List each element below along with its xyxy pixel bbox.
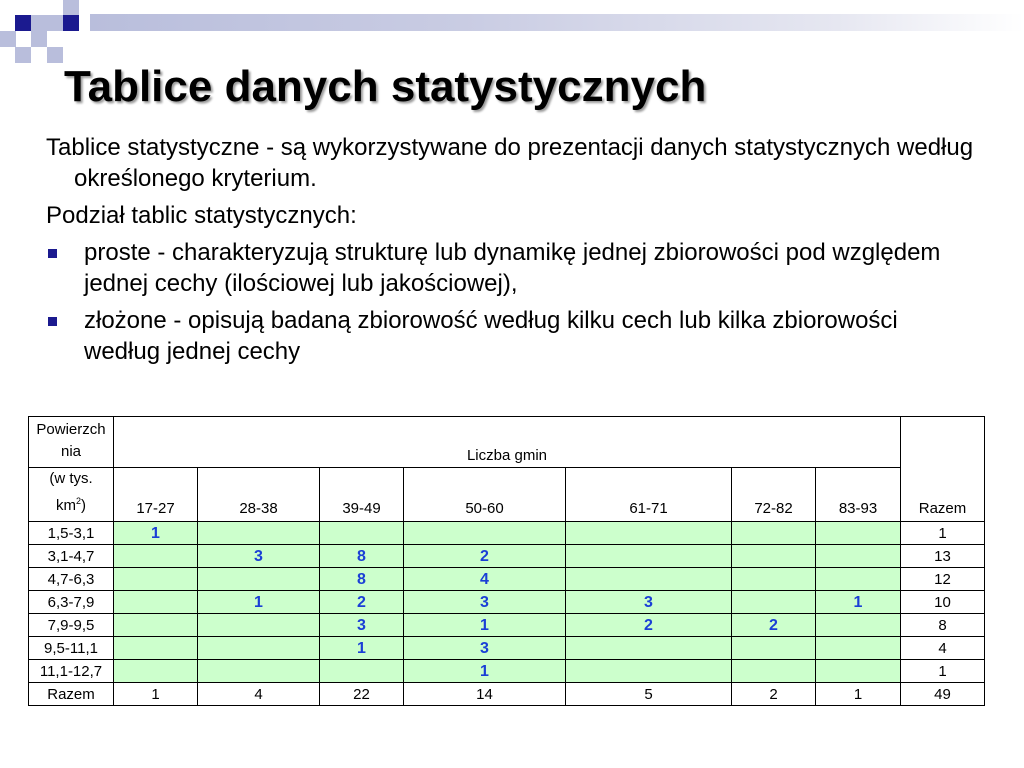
total-header: Razem xyxy=(901,417,985,522)
count-cell: 3 xyxy=(566,591,732,614)
count-cell: 1 xyxy=(404,614,566,637)
statistics-table xyxy=(28,416,985,706)
bullet-text: złożone - opisują badaną zbiorowość według kilku cech lub kilka zbiorowości według jednej cechy xyxy=(84,307,898,365)
count-cell xyxy=(732,522,816,545)
statistics-table-wrapper xyxy=(28,416,985,706)
count-cell xyxy=(198,522,320,545)
count-cell: 1 xyxy=(114,522,198,545)
row-label: 11,1-12,7 xyxy=(29,660,114,683)
table-row xyxy=(29,591,985,614)
slide-body xyxy=(46,132,976,373)
bullet-item xyxy=(46,237,976,299)
count-cell: 8 xyxy=(320,545,404,568)
count-cell: 1 xyxy=(404,660,566,683)
count-cell xyxy=(114,660,198,683)
table-row xyxy=(29,522,985,545)
count-cell xyxy=(816,522,901,545)
row-total: 8 xyxy=(901,614,985,637)
footer-cell: 1 xyxy=(114,683,198,706)
slide-title: Tablice danych statystycznych xyxy=(64,62,707,111)
column-header: 50-60 xyxy=(404,468,566,522)
count-cell xyxy=(566,522,732,545)
corner-header-bottom: (w tys. $km^2$) xyxy=(29,468,114,522)
count-cell xyxy=(404,522,566,545)
table-footer-row xyxy=(29,683,985,706)
count-cell xyxy=(732,591,816,614)
count-cell: 3 xyxy=(404,591,566,614)
footer-total: 49 xyxy=(901,683,985,706)
column-header: 39-49 xyxy=(320,468,404,522)
count-cell xyxy=(816,614,901,637)
count-cell: 2 xyxy=(566,614,732,637)
count-cell: 3 xyxy=(198,545,320,568)
count-cell: 4 xyxy=(404,568,566,591)
row-label: 7,9-9,5 xyxy=(29,614,114,637)
row-total: 12 xyxy=(901,568,985,591)
count-cell xyxy=(114,637,198,660)
table-header-row-1 xyxy=(29,417,985,468)
count-cell xyxy=(566,568,732,591)
division-paragraph: Podział tablic statystycznych: xyxy=(46,202,357,229)
count-cell: 3 xyxy=(320,614,404,637)
column-header: 17-27 xyxy=(114,468,198,522)
count-cell xyxy=(732,568,816,591)
footer-label: Razem xyxy=(29,683,114,706)
table-row xyxy=(29,545,985,568)
square-bullet-icon xyxy=(48,317,57,326)
footer-cell: 5 xyxy=(566,683,732,706)
count-cell xyxy=(816,568,901,591)
footer-cell: 14 xyxy=(404,683,566,706)
count-cell: 2 xyxy=(404,545,566,568)
row-label: 6,3-7,9 xyxy=(29,591,114,614)
count-cell xyxy=(732,660,816,683)
count-cell xyxy=(566,545,732,568)
count-cell xyxy=(114,591,198,614)
table-row xyxy=(29,637,985,660)
column-header: 61-71 xyxy=(566,468,732,522)
count-cell xyxy=(320,522,404,545)
count-cell: 1 xyxy=(198,591,320,614)
count-cell xyxy=(114,568,198,591)
count-cell xyxy=(198,568,320,591)
count-cell: 2 xyxy=(320,591,404,614)
header-gradient-bar xyxy=(90,14,1024,31)
row-total: 10 xyxy=(901,591,985,614)
row-label: 3,1-4,7 xyxy=(29,545,114,568)
bullet-text: proste - charakteryzują strukturę lub dynamikę jednej zbiorowości pod względem jednej cechy (ilościowej lub jakościowej), xyxy=(84,239,941,297)
table-body xyxy=(29,522,985,683)
row-label: 4,7-6,3 xyxy=(29,568,114,591)
footer-cell: 1 xyxy=(816,683,901,706)
count-cell xyxy=(198,660,320,683)
corner-header-top: Powierzch nia xyxy=(29,417,114,468)
row-total: 13 xyxy=(901,545,985,568)
count-cell xyxy=(732,545,816,568)
footer-cell: 22 xyxy=(320,683,404,706)
column-header: 83-93 xyxy=(816,468,901,522)
count-cell xyxy=(816,545,901,568)
row-label: 9,5-11,1 xyxy=(29,637,114,660)
table-row xyxy=(29,614,985,637)
count-cell xyxy=(732,637,816,660)
count-cell xyxy=(114,614,198,637)
footer-cell: 2 xyxy=(732,683,816,706)
definition-paragraph: Tablice statystyczne - są wykorzystywane do prezentacji danych statystycznych według określonego kryterium. xyxy=(46,134,974,192)
count-cell xyxy=(114,545,198,568)
footer-cell: 4 xyxy=(198,683,320,706)
count-cell xyxy=(198,637,320,660)
row-total: 1 xyxy=(901,660,985,683)
table-header-row-2 xyxy=(29,468,985,522)
count-cell: 8 xyxy=(320,568,404,591)
count-cell: 1 xyxy=(320,637,404,660)
row-total: 1 xyxy=(901,522,985,545)
column-header: 28-38 xyxy=(198,468,320,522)
bullet-item xyxy=(46,305,976,367)
square-bullet-icon xyxy=(48,249,57,258)
count-cell xyxy=(566,660,732,683)
count-cell xyxy=(816,637,901,660)
count-cell: 2 xyxy=(732,614,816,637)
count-cell xyxy=(320,660,404,683)
count-cell: 1 xyxy=(816,591,901,614)
count-cell xyxy=(816,660,901,683)
count-cell xyxy=(566,637,732,660)
table-row xyxy=(29,568,985,591)
count-cell xyxy=(198,614,320,637)
row-label: 1,5-3,1 xyxy=(29,522,114,545)
count-cell: 3 xyxy=(404,637,566,660)
table-row xyxy=(29,660,985,683)
group-header: Liczba gmin xyxy=(114,417,901,468)
row-total: 4 xyxy=(901,637,985,660)
column-header: 72-82 xyxy=(732,468,816,522)
